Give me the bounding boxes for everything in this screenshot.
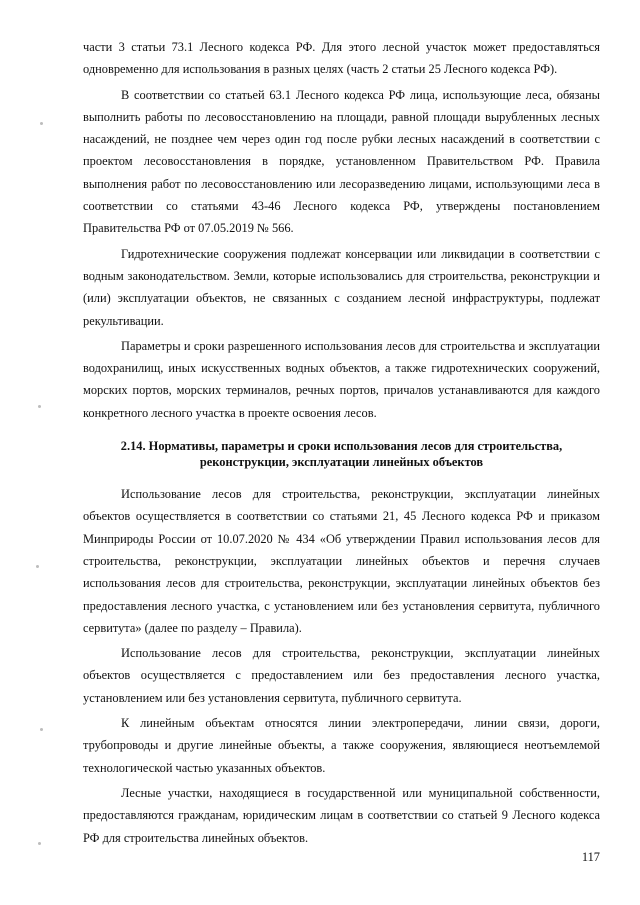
scan-margin-mark xyxy=(36,565,39,568)
scan-margin-mark xyxy=(40,122,43,125)
body-paragraph: В соответствии со статьей 63.1 Лесного кодекса РФ лица, использующие леса, обязаны выполнить работы по лесовосстановлению на площади, равной площади вырубленных лесных насаждений, не позднее чем через один год после рубки лесных насаждений в соответствии с проектом лесовосстановления в порядке, установленном Правительством РФ. Правила выполнения работ по лесовосстановлению или лесоразведению лицами, использующими леса в соответствии со статьями 43-46 Лесного кодекса РФ, утверждены постановлением Правительства РФ от 07.05.2019 № 566. xyxy=(83,87,600,236)
body-paragraph: К линейным объектам относятся линии электропередачи, линии связи, дороги, трубопроводы и другие линейные объекты, а также сооружения, являющиеся неотъемлемой технологической частью указанных объектов. xyxy=(83,716,600,775)
body-paragraph: Использование лесов для строительства, реконструкции, эксплуатации линейных объектов осуществляется с предоставлением или без предоставления лесного участка, установлением или без установления сервитута, публичного сервитута. xyxy=(83,646,600,705)
document-body xyxy=(83,36,600,852)
scan-margin-mark xyxy=(38,405,41,408)
body-paragraph: части 3 статьи 73.1 Лесного кодекса РФ. Для этого лесной участок может предоставляться одновременно для использования в разных целях (часть 2 статьи 25 Лесного кодекса РФ). xyxy=(83,40,600,77)
body-paragraph: Лесные участки, находящиеся в государственной или муниципальной собственности, предоставляются гражданам, юридическим лицам в соответствии со статьей 9 Лесного кодекса РФ для строительства линейных объектов. xyxy=(83,785,600,845)
page-number: 117 xyxy=(581,850,600,864)
body-paragraph: Гидротехнические сооружения подлежат консервации или ликвидации в соответствии с водным законодательством. Земли, которые использовались для строительства, реконструкции и (или) эксплуатации объектов, не связанных с созданием лесной инфраструктуры, подлежат рекультивации. xyxy=(83,246,600,328)
body-paragraph: Параметры и сроки разрешенного использования лесов для строительства и эксплуатации водохранилищ, иных искусственных водных объектов, а также гидротехнических сооружений, морских портов, морских терминалов, речных портов, причалов устанавливаются для каждого конкретного лесного участка в проекте освоения лесов. xyxy=(83,338,600,420)
section-heading-line: реконструкции, эксплуатации линейных объектов xyxy=(199,455,484,470)
scan-margin-mark xyxy=(40,728,43,731)
section-heading xyxy=(83,438,600,470)
section-heading-line: 2.14. Нормативы, параметры и сроки использования лесов для строительства, xyxy=(120,439,563,454)
body-paragraph: Использование лесов для строительства, реконструкции, эксплуатации линейных объектов осуществляется в соответствии со статьями 21, 45 Лесного кодекса РФ и приказом Минприроды России от 10.07.2020 № 434 «Об утверждении Правил использования лесов для строительства, реконструкции, эксплуатации линейных объектов и перечня случаев использования лесов для строительства, реконструкции, эксплуатации линейных объектов без предоставления лесного участка, с установлением или без установления сервитута, публичного сервитута» (далее по разделу – Правила). xyxy=(83,487,600,635)
scan-margin-mark xyxy=(38,842,41,845)
